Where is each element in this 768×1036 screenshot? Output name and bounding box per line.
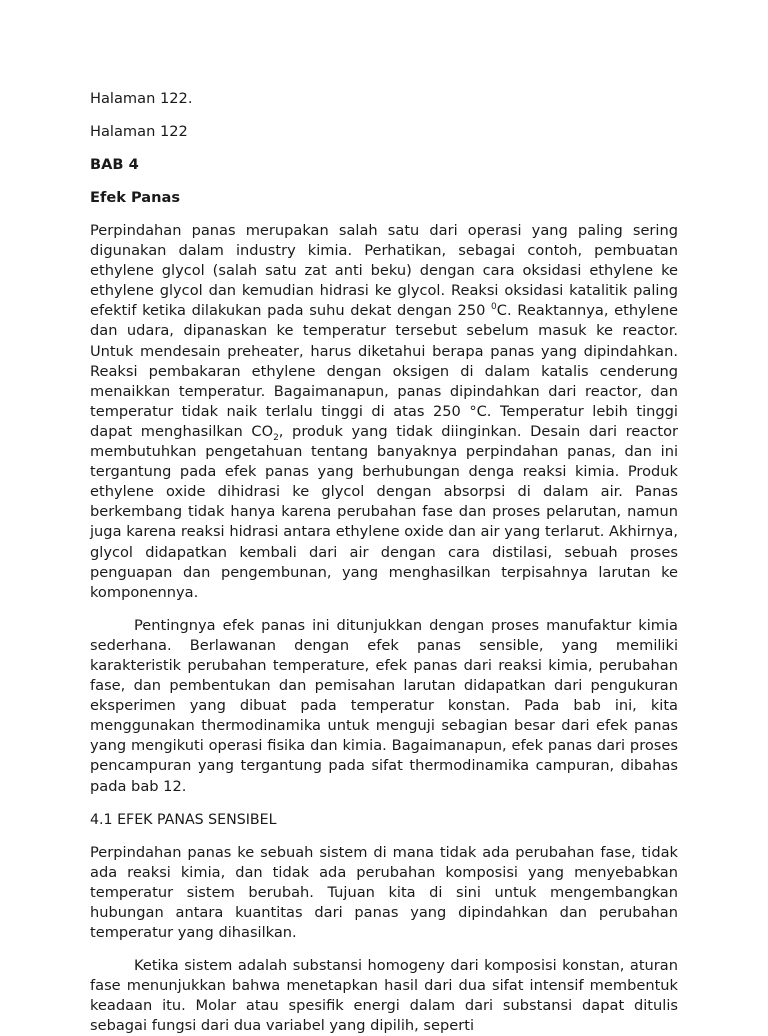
body-paragraph-1 <box>90 221 678 603</box>
page-reference-line: Halaman 122 <box>90 123 188 140</box>
body-paragraph-3: Perpindahan panas ke sebuah sistem di mana tidak ada perubahan fase, tidak ada reaksi kimia, dan tidak ada perubahan komposisi yang menyebabkan temperatur sistem berubah. Tujuan kita di sini untuk mengembangkan hubungan antara kuantitas dari panas yang dipindahkan dan perubahan temperatur yang dihasilkan. <box>90 843 678 941</box>
page-reference-line: Halaman 122. <box>90 90 193 107</box>
superscript: 0 <box>491 302 497 313</box>
chapter-title: Efek Panas <box>90 189 181 206</box>
chapter-label: BAB 4 <box>90 156 139 173</box>
body-paragraph-4: Ketika sistem adalah substansi homogeny dari komposisi konstan, aturan fase menunjukkan bahwa menetapkan hasil dari dua sifat intensif membentuk keadaan itu. Molar atau spesifik energi dalam dari substansi dapat ditulis sebagai fungsi dari dua variabel yang dipilih, seperti <box>90 957 678 1035</box>
text-run: Perpindahan panas merupakan salah satu dari operasi yang paling sering digunakan dalam industry kimia. Perhatikan, sebagai contoh, pembuatan ethylene glycol (salah satu zat anti beku) dengan cara oksidasi ethylene ke ethylene glycol dan kemudian hidrasi ke glycol. Reaksi oksidasi katalitik paling efektif ketika dilakukan pada suhu dekat dengan 250 <box>90 222 678 320</box>
section-heading: 4.1 EFEK PANAS SENSIBEL <box>90 811 277 828</box>
body-paragraph-2: Pentingnya efek panas ini ditunjukkan dengan proses manufaktur kimia sederhana. Berlawanan dengan efek panas sensible, yang memiliki karakteristik perubahan temperature, efek panas dari reaksi kimia, perubahan fase, dan pembentukan dan pemisahan larutan didapatkan dari pengukuran eksperimen yang dibuat pada temperatur konstan. Pada bab ini, kita menggunakan thermodinamika untuk menguji sebagian besar dari efek panas yang mengikuti operasi fisika dan kimia. Bagaimanapun, efek panas dari proses pencampuran yang tergantung pada sifat thermodinamika campuran, dibahas pada bab 12. <box>90 616 678 795</box>
text-run: C. Reaktannya, ethylene dan udara, dipanaskan ke temperatur tersebut sebelum masuk ke reactor. Untuk mendesain preheater, harus diketahui berapa panas yang dipindahkan. Reaksi pembakaran ethylene dengan oksigen di dalam katalis cenderung menaikkan temperatur. Bagaimanapun, panas dipindahkan dari reactor, dan temperatur tidak naik terlalu tinggi di atas 250 °C. Temperatur lebih tinggi dapat menghasilkan CO <box>90 302 678 440</box>
text-run: , produk yang tidak diinginkan. Desain dari reactor membutuhkan pengetahuan tentang banyaknya perpindahan panas, dan ini tergantung pada efek panas yang berhubungan denga reaksi kimia. Produk ethylene oxide dihidrasi ke glycol dengan absorpsi di dalam air. Panas berkembang tidak hanya karena perubahan fase dan proses pelarutan, namun juga karena reaksi hidrasi antara ethylene oxide dan air yang terlarut. Akhirnya, glycol didapatkan kembali dari air dengan cara distilasi, sebuah proses penguapan dan pengembunan, yang menghasilkan terpisahnya larutan ke komponennya. <box>90 422 678 601</box>
subscript: 2 <box>273 432 279 443</box>
